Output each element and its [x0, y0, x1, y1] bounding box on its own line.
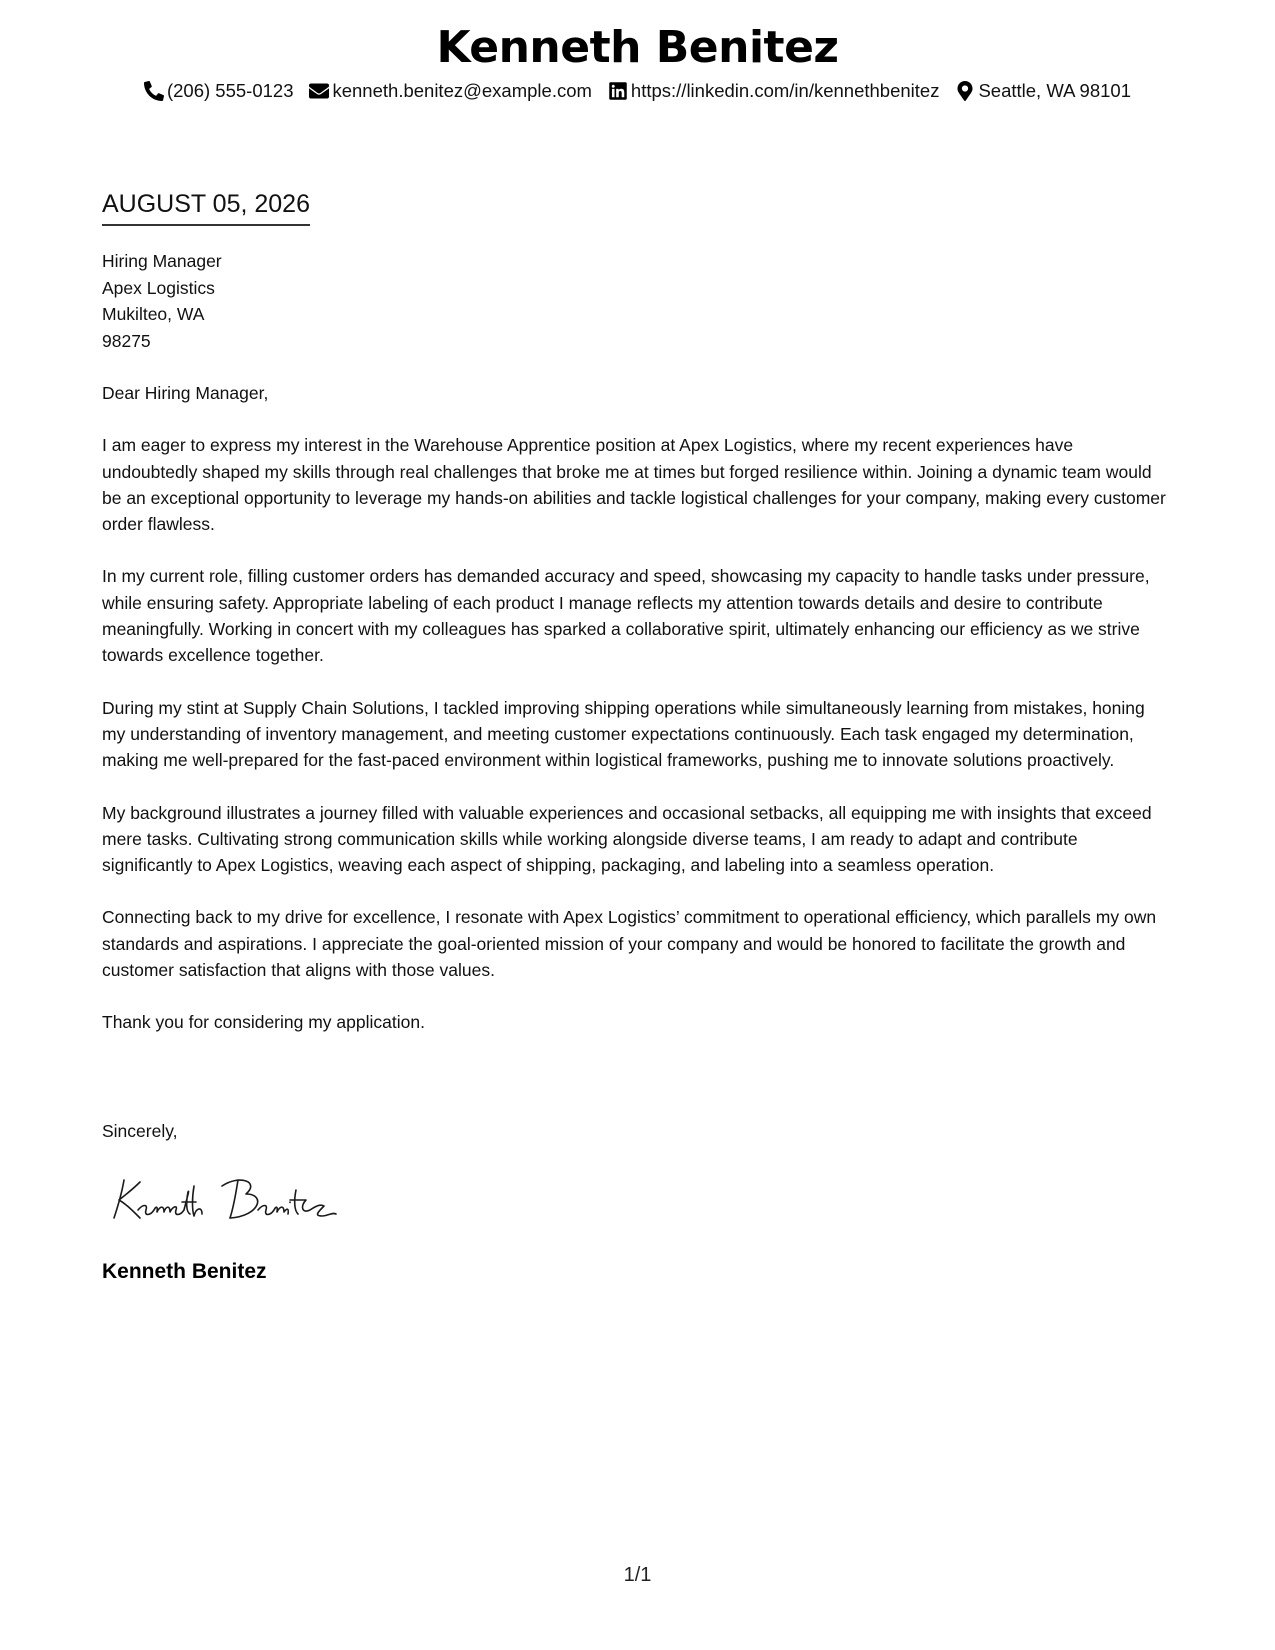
- letter-body: [102, 380, 1172, 1062]
- linkedin-url: https://linkedin.com/in/kennethbenitez: [630, 80, 940, 101]
- letter-date: AUGUST 05, 2026: [102, 188, 310, 226]
- envelope-icon: [309, 81, 329, 101]
- phone-icon: [144, 81, 164, 101]
- phone-number: (206) 555-0123: [166, 80, 294, 101]
- applicant-name-heading: Kenneth Benitez: [436, 22, 839, 73]
- recipient-title: Hiring Manager: [102, 251, 222, 271]
- email-address: kenneth.benitez@example.com: [332, 80, 592, 101]
- map-pin-icon: [955, 81, 975, 101]
- recipient-company: Apex Logistics: [102, 277, 215, 298]
- contact-info-row: [0, 78, 1275, 104]
- signer-name: Kenneth Benitez: [102, 1260, 267, 1283]
- linkedin-icon: [608, 81, 628, 101]
- contact-linkedin[interactable]: [608, 78, 940, 104]
- location-text: Seattle, WA 98101: [978, 80, 1132, 101]
- salutation: Dear Hiring Manager,: [102, 383, 269, 403]
- recipient-city: Mukilteo, WA: [102, 304, 205, 324]
- recipient-zip: 98275: [102, 330, 151, 351]
- recipient-address: [102, 248, 222, 354]
- contact-phone[interactable]: [144, 78, 294, 104]
- page-number: 1/1: [623, 1564, 652, 1586]
- closing-text: Sincerely,: [102, 1121, 178, 1141]
- body-paragraph-4: My background illustrates a journey filled with valuable experiences and occasional setbacks, all equipping me with insights that exceed mere tasks. Cultivating strong communication skills while working alongside diverse teams, I am ready to adapt and contribute significantly to Apex Logistics, weaving each aspect of shipping, packaging, and labeling into a seamless operation.: [102, 802, 1152, 876]
- body-paragraph-6: Thank you for considering my application.: [102, 1012, 425, 1033]
- body-paragraph-3: During my stint at Supply Chain Solutions, I tackled improving shipping operations while simultaneously learning from mistakes, honing my understanding of inventory management, and meeting customer expectations continuously. Each task engaged my determination, making me well-prepared for the fast-paced environment within logistical frameworks, pushing me to innovate solutions proactively.: [102, 697, 1145, 771]
- contact-location: [955, 78, 1131, 104]
- contact-email[interactable]: [309, 78, 591, 104]
- body-paragraph-5: Connecting back to my drive for excellence, I resonate with Apex Logistics’ commitment to operational efficiency, which parallels my own standards and aspirations. I appreciate the goal-oriented mission of your company and would be honored to facilitate the growth and customer satisfaction that aligns with those values.: [102, 907, 1157, 981]
- body-paragraph-1: I am eager to express my interest in the Warehouse Apprentice position at Apex Logistics, where my recent experiences have undoubtedly shaped my skills through real challenges that broke me at times but forged resilience within. Joining a dynamic team would be an exceptional opportunity to leverage my hands-on abilities and tackle logistical challenges for your company, making every customer order flawless.: [102, 435, 1166, 535]
- handwritten-signature: [110, 1172, 360, 1224]
- body-paragraph-2: In my current role, filling customer orders has demanded accuracy and speed, showcasing my capacity to handle tasks under pressure, while ensuring safety. Appropriate labeling of each product I manage reflects my attention towards details and desire to contribute meaningfully. Working in concert with my colleagues has sparked a collaborative spirit, ultimately enhancing our efficiency as we strive towards excellence together.: [102, 566, 1150, 666]
